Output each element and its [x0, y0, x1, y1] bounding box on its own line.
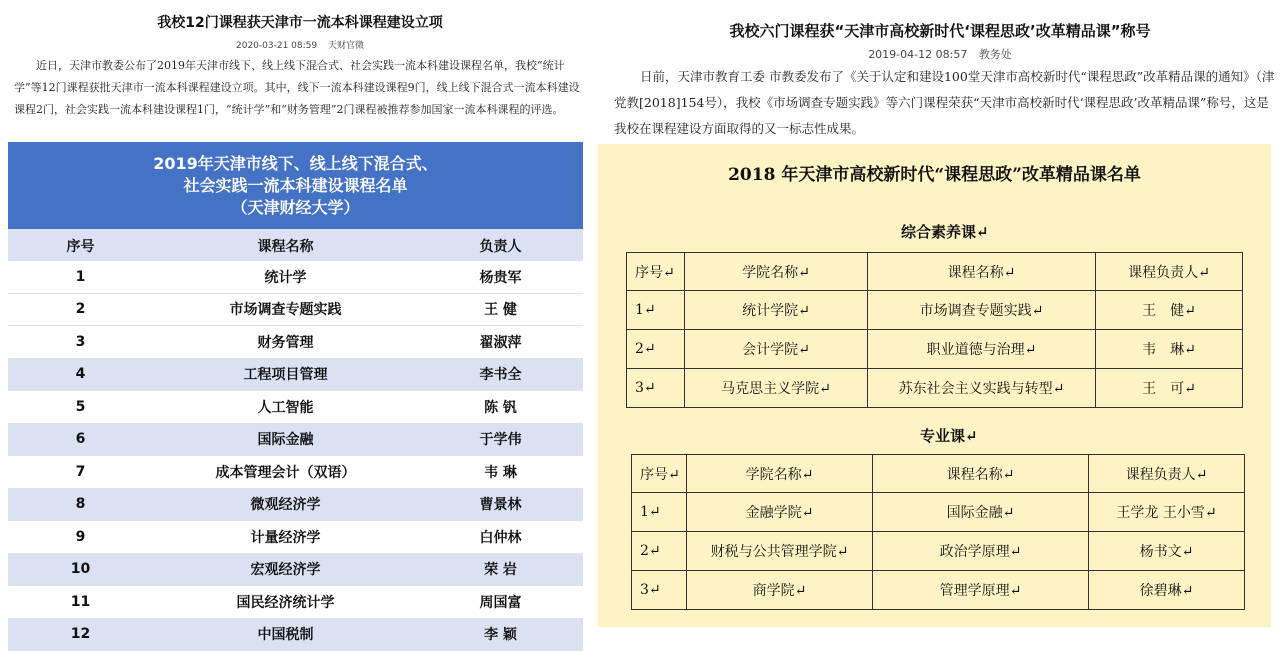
course-lead: 翟淑萍	[418, 326, 583, 359]
course-list-table-title	[8, 142, 583, 230]
table-row	[8, 488, 583, 521]
table-row	[8, 423, 583, 456]
course-list-table	[8, 142, 583, 651]
column-header: 课程名称	[153, 230, 418, 262]
table-row	[632, 571, 1245, 610]
course-name: 微观经济学	[153, 488, 418, 521]
section-label-professional: 专业课↵	[920, 427, 978, 445]
left-article	[0, 0, 600, 121]
college-name: 会计学院↵	[685, 330, 868, 369]
course-lead: 王学龙 王小雪↵	[1089, 493, 1245, 532]
college-name: 统计学院↵	[685, 291, 868, 330]
table-title-line: 2019年天津市线下、线上线下混合式、	[153, 153, 438, 173]
professional-course-table	[631, 454, 1245, 610]
column-header: 学院名称↵	[685, 253, 868, 291]
course-name: 市场调查专题实践↵	[868, 291, 1096, 330]
column-header: 学院名称↵	[687, 455, 873, 493]
course-lead: 于学伟	[418, 423, 583, 456]
table-row	[632, 532, 1245, 571]
course-name: 国际金融↵	[873, 493, 1089, 532]
right-article-date: 2019-04-12 08:57	[868, 48, 968, 61]
left-article-source: 天财官微	[327, 41, 364, 51]
section-label-general: 综合素养课↵	[901, 223, 989, 241]
course-lead: 王 健↵	[1096, 291, 1243, 330]
table-row	[8, 586, 583, 619]
left-article-date: 2020-03-21 08:59	[236, 41, 318, 51]
table-header-row	[627, 253, 1243, 291]
row-index: 4	[8, 358, 153, 391]
table-row	[627, 330, 1243, 369]
table-row	[632, 493, 1245, 532]
course-lead: 周国富	[418, 586, 583, 619]
column-header: 课程负责人↵	[1089, 455, 1245, 493]
course-lead: 李书全	[418, 358, 583, 391]
course-name: 财务管理	[153, 326, 418, 359]
course-lead: 曹景林	[418, 488, 583, 521]
table-header-row	[632, 455, 1245, 493]
row-index: 11	[8, 586, 153, 619]
column-header: 序号↵	[632, 455, 687, 493]
row-index: 1	[8, 261, 153, 293]
left-article-meta	[0, 38, 600, 51]
course-name: 工程项目管理	[153, 358, 418, 391]
course-lead: 荣 岩	[418, 553, 583, 586]
table-row	[627, 369, 1243, 408]
column-header: 课程负责人↵	[1096, 253, 1243, 291]
row-index: 2	[8, 293, 153, 326]
course-lead: 王 健	[418, 293, 583, 326]
left-article-title: 我校12门课程获天津市一流本科课程建设立项	[157, 15, 443, 31]
column-header: 序号↵	[627, 253, 685, 291]
course-lead: 韦 琳	[418, 456, 583, 489]
right-article	[600, 0, 1280, 142]
college-name: 马克思主义学院↵	[685, 369, 868, 408]
course-name: 国际金融	[153, 423, 418, 456]
table-row	[8, 358, 583, 391]
table-row	[8, 521, 583, 554]
row-index: 7	[8, 456, 153, 489]
course-lead: 杨书文↵	[1089, 532, 1245, 571]
row-index: 8	[8, 488, 153, 521]
row-index: 12	[8, 618, 153, 651]
row-index: 2↵	[632, 532, 687, 571]
column-header: 课程名称↵	[873, 455, 1089, 493]
course-name: 成本管理会计（双语）	[153, 456, 418, 489]
course-name: 苏东社会主义实践与转型↵	[868, 369, 1096, 408]
column-header: 序号	[8, 230, 153, 262]
course-lead: 韦 琳↵	[1096, 330, 1243, 369]
course-lead: 陈 钒	[418, 391, 583, 424]
course-lead: 徐碧琳↵	[1089, 571, 1245, 610]
table-row	[8, 293, 583, 326]
course-lead: 白仲林	[418, 521, 583, 554]
college-name: 金融学院↵	[687, 493, 873, 532]
course-name: 人工智能	[153, 391, 418, 424]
right-article-body: 日前，天津市教育工委 市教委发布了《关于认定和建设100堂天津市高校新时代“课程思政”改革精品课的通知》（津党教[2018]154号），我校《市场调查专题实践》等六门课程荣获“天津市高校新时代‘课程思政’改革精品课”称号，这是我校在课程建设方面取得的又一标志性成果。	[614, 69, 1275, 136]
table-row	[8, 326, 583, 359]
row-index: 6	[8, 423, 153, 456]
course-name: 政治学原理↵	[873, 532, 1089, 571]
row-index: 3↵	[632, 571, 687, 610]
course-name: 宏观经济学	[153, 553, 418, 586]
right-article-source: 教务处	[978, 48, 1012, 61]
table-title-line: （天津财经大学）	[231, 197, 360, 217]
table-row	[8, 391, 583, 424]
row-index: 9	[8, 521, 153, 554]
table-header-row	[8, 230, 583, 262]
table-row	[627, 291, 1243, 330]
course-name: 中国税制	[153, 618, 418, 651]
table-row	[8, 553, 583, 586]
row-index: 2↵	[627, 330, 685, 369]
course-name: 统计学	[153, 261, 418, 293]
college-name: 商学院↵	[687, 571, 873, 610]
general-course-table	[626, 252, 1243, 408]
row-index: 1↵	[627, 291, 685, 330]
row-index: 3↵	[627, 369, 685, 408]
table-row	[8, 456, 583, 489]
course-name: 市场调查专题实践	[153, 293, 418, 326]
course-name: 管理学原理↵	[873, 571, 1089, 610]
row-index: 5	[8, 391, 153, 424]
course-lead: 杨贵军	[418, 261, 583, 293]
row-index: 10	[8, 553, 153, 586]
table-row	[8, 618, 583, 651]
left-article-body: 近日，天津市教委公布了2019年天津市线下、线上线下混合式、社会实践一流本科建设课程名单，我校“统计学”等12门课程获批天津市一流本科课程建设立项。其中，线下一流本科建设课程9门，线上线下混合式一流本科建设课程2门，社会实践一流本科建设课程1门，“统计学”和“财务管理”2门课程被推荐参加国家一流本科课程的评选。	[14, 59, 580, 116]
course-name: 国民经济统计学	[153, 586, 418, 619]
college-name: 财税与公共管理学院↵	[687, 532, 873, 571]
course-honor-panel	[598, 144, 1271, 627]
course-name: 计量经济学	[153, 521, 418, 554]
course-lead: 李 颖	[418, 618, 583, 651]
row-index: 3	[8, 326, 153, 359]
column-header: 课程名称↵	[868, 253, 1096, 291]
course-lead: 王 可↵	[1096, 369, 1243, 408]
table-row	[8, 261, 583, 293]
column-header: 负责人	[418, 230, 583, 262]
right-article-meta	[600, 46, 1280, 62]
course-name: 职业道德与治理↵	[868, 330, 1096, 369]
row-index: 1↵	[632, 493, 687, 532]
panel-title: 2018 年天津市高校新时代“课程思政”改革精品课名单	[728, 165, 1141, 185]
right-article-title: 我校六门课程获“天津市高校新时代‘课程思政’改革精品课”称号	[729, 22, 1151, 40]
table-title-line: 社会实践一流本科建设课程名单	[183, 175, 408, 195]
